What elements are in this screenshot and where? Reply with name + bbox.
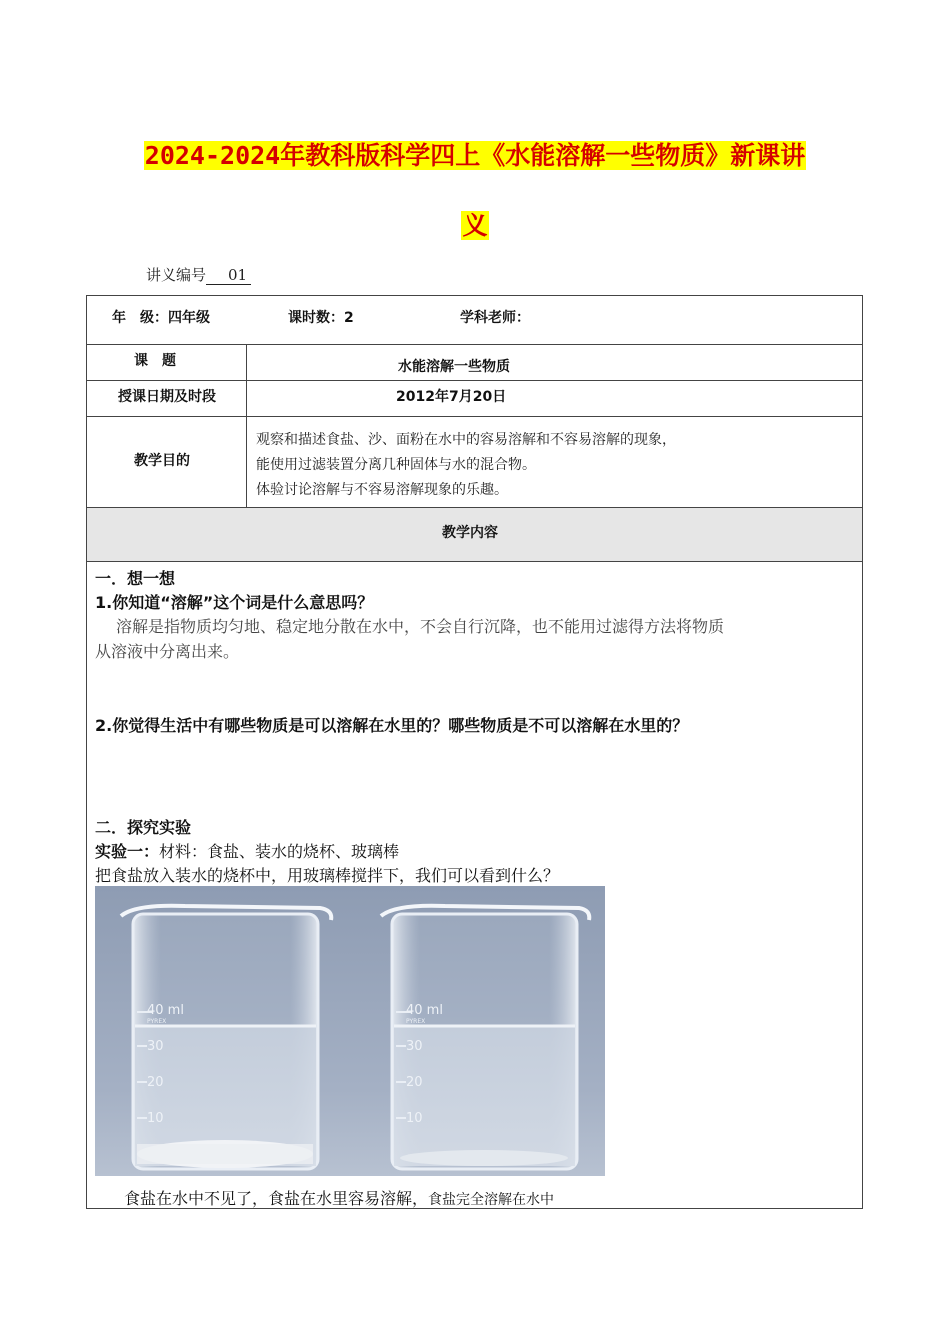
section-2-title: 二．探究实验	[95, 818, 192, 837]
document-title-line-2: 义	[462, 211, 488, 240]
goal-item: 能使用过滤装置分离几种固体与水的混合物。	[256, 457, 536, 473]
experiment-1-materials: 材料：食盐、装水的烧杯、玻璃棒	[159, 842, 400, 861]
section-1-title: 一．想一想	[95, 569, 176, 588]
table-rule	[86, 507, 863, 508]
table-column-rule	[246, 344, 247, 507]
date-label: 授课日期及时段	[118, 389, 216, 405]
grade-cell: 年 级：四年级	[112, 310, 210, 326]
table-rule	[86, 561, 863, 562]
question-1: 1.你知道“溶解”这个词是什么意思吗？	[95, 593, 374, 612]
teacher-cell: 学科老师：	[460, 310, 530, 326]
table-rule	[86, 380, 863, 381]
goal-label: 教学目的	[134, 453, 190, 469]
photo-caption-main: 食盐在水中不见了，食盐在水里容易溶解，	[124, 1189, 429, 1208]
left-beaker-mark: 10	[147, 1111, 164, 1126]
left-beaker-mark: 30	[147, 1039, 164, 1054]
right-beaker	[381, 906, 589, 1169]
experiment-1-step: 把食盐放入装水的烧杯中，用玻璃棒搅拌下，我们可以看到什么？	[95, 866, 560, 885]
table-rule	[86, 344, 863, 345]
right-beaker-mark: 20	[406, 1075, 423, 1090]
table-rule	[86, 416, 863, 417]
goal-item: 观察和描述食盐、沙、面粉在水中的容易溶解和不容易溶解的现象，	[256, 432, 676, 448]
experiment-1-label: 实验一：	[95, 842, 160, 861]
left-beaker	[121, 906, 331, 1169]
question-2: 2.你觉得生活中有哪些物质是可以溶解在水里的？哪些物质是不可以溶解在水里的？	[95, 716, 689, 735]
goal-item: 体验讨论溶解与不容易溶解现象的乐趣。	[256, 482, 508, 498]
handout-number	[146, 264, 251, 285]
left-beaker-mark: 40 ml	[147, 1003, 184, 1018]
answer-1-line-2: 从溶液中分离出来。	[95, 642, 240, 661]
left-beaker-mark: 20	[147, 1075, 164, 1090]
beakers-photo	[95, 886, 605, 1176]
answer-1-line-1: 溶解是指物质均匀地、稳定地分散在水中，不会自行沉降，也不能用过滤得方法将物质	[116, 617, 725, 636]
left-beaker-brand: PYREX	[147, 1018, 167, 1025]
hours-cell: 课时数：2	[288, 310, 354, 326]
photo-caption-small: 食盐完全溶解在水中	[428, 1192, 555, 1208]
right-beaker-mark: 30	[406, 1039, 423, 1054]
content-header: 教学内容	[442, 525, 498, 541]
topic-label: 课 题	[134, 353, 176, 369]
date-value: 2012年7月20日	[396, 389, 507, 405]
experiment-1-line	[95, 839, 399, 862]
right-beaker-brand: PYREX	[406, 1018, 426, 1025]
right-beaker-mark: 10	[406, 1111, 423, 1126]
handout-number-label: 讲义编号	[146, 266, 207, 284]
document-title-line-1: 2024-2024年教科版科学四上《水能溶解一些物质》新课讲	[144, 141, 806, 170]
handout-number-value: 01	[206, 267, 251, 285]
right-beaker-mark: 40 ml	[406, 1003, 443, 1018]
topic-value: 水能溶解一些物质	[398, 359, 510, 375]
photo-caption	[124, 1186, 554, 1209]
